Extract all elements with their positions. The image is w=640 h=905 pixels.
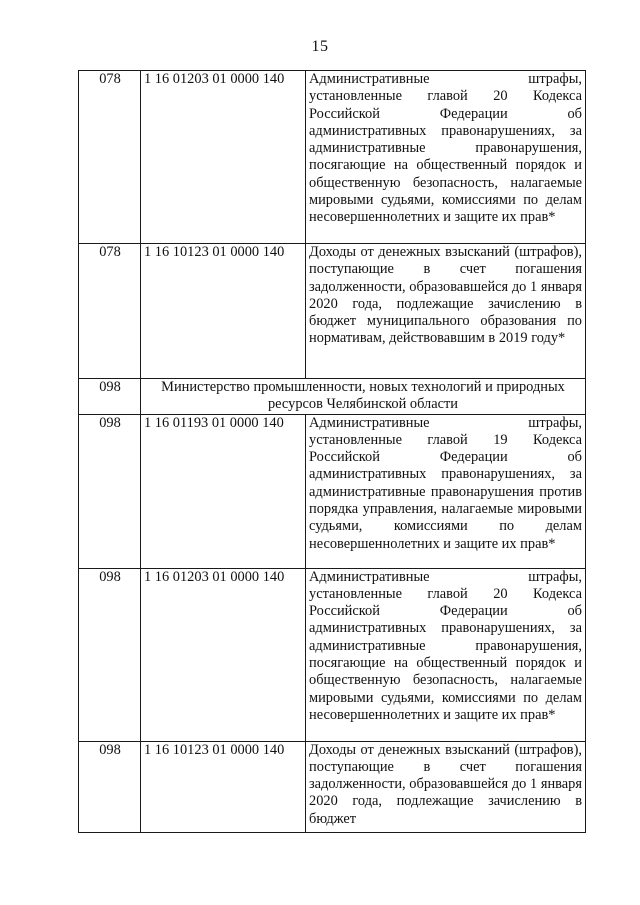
- kbk-code-cell: 1 16 01203 01 0000 140: [141, 71, 306, 244]
- table-row: [79, 244, 586, 379]
- revenue-name-cell: Доходы от денежных взысканий (штрафов), поступающие в счет погашения задолженности, образовавшейся до 1 января 2020 года, подлежащие зачислению в бюджет: [306, 741, 586, 832]
- org-name-cell: Министерство промышленности, новых технологий и природных ресурсов Челябинской области: [141, 379, 586, 415]
- kbk-code-cell: 1 16 01193 01 0000 140: [141, 414, 306, 568]
- org-header-row: [79, 379, 586, 415]
- page-number: 15: [311, 38, 329, 55]
- admin-code-cell: 098: [79, 741, 141, 832]
- admin-code-cell: 098: [79, 379, 141, 415]
- kbk-code-cell: 1 16 01203 01 0000 140: [141, 568, 306, 741]
- table-row: [79, 414, 586, 568]
- revenue-name-cell: Административные штрафы, установленные главой 20 Кодекса Российской Федерации об административных правонарушениях, за административные правонарушения, посягающие на общественный порядок и общественную безопасность, налагаемые мировыми судьями, комиссиями по делам несовершеннолетних и защите их прав*: [306, 71, 586, 244]
- admin-code-cell: 098: [79, 568, 141, 741]
- revenue-name-cell: Доходы от денежных взысканий (штрафов), поступающие в счет погашения задолженности, образовавшейся до 1 января 2020 года, подлежащие зачислению в бюджет муниципального образования по нормативам, действовавшим в 2019 году*: [306, 244, 586, 379]
- table-row: [79, 741, 586, 832]
- admin-code-cell: 078: [79, 71, 141, 244]
- revenue-name-cell: Административные штрафы, установленные главой 19 Кодекса Российской Федерации об административных правонарушениях, за административные правонарушения против порядка управления, налагаемые мировыми судьями, комиссиями по делам несовершеннолетних и защите их прав*: [306, 414, 586, 568]
- admin-code-cell: 098: [79, 414, 141, 568]
- kbk-code-cell: 1 16 10123 01 0000 140: [141, 244, 306, 379]
- revenue-name-cell: Административные штрафы, установленные главой 20 Кодекса Российской Федерации об административных правонарушениях, за административные правонарушения, посягающие на общественный порядок и общественную безопасность, налагаемые мировыми судьями, комиссиями по делам несовершеннолетних и защите их прав*: [306, 568, 586, 741]
- table-row: [79, 568, 586, 741]
- kbk-code-cell: 1 16 10123 01 0000 140: [141, 741, 306, 832]
- admin-code-cell: 078: [79, 244, 141, 379]
- revenue-codes-table: [78, 70, 586, 833]
- table-row: [79, 71, 586, 244]
